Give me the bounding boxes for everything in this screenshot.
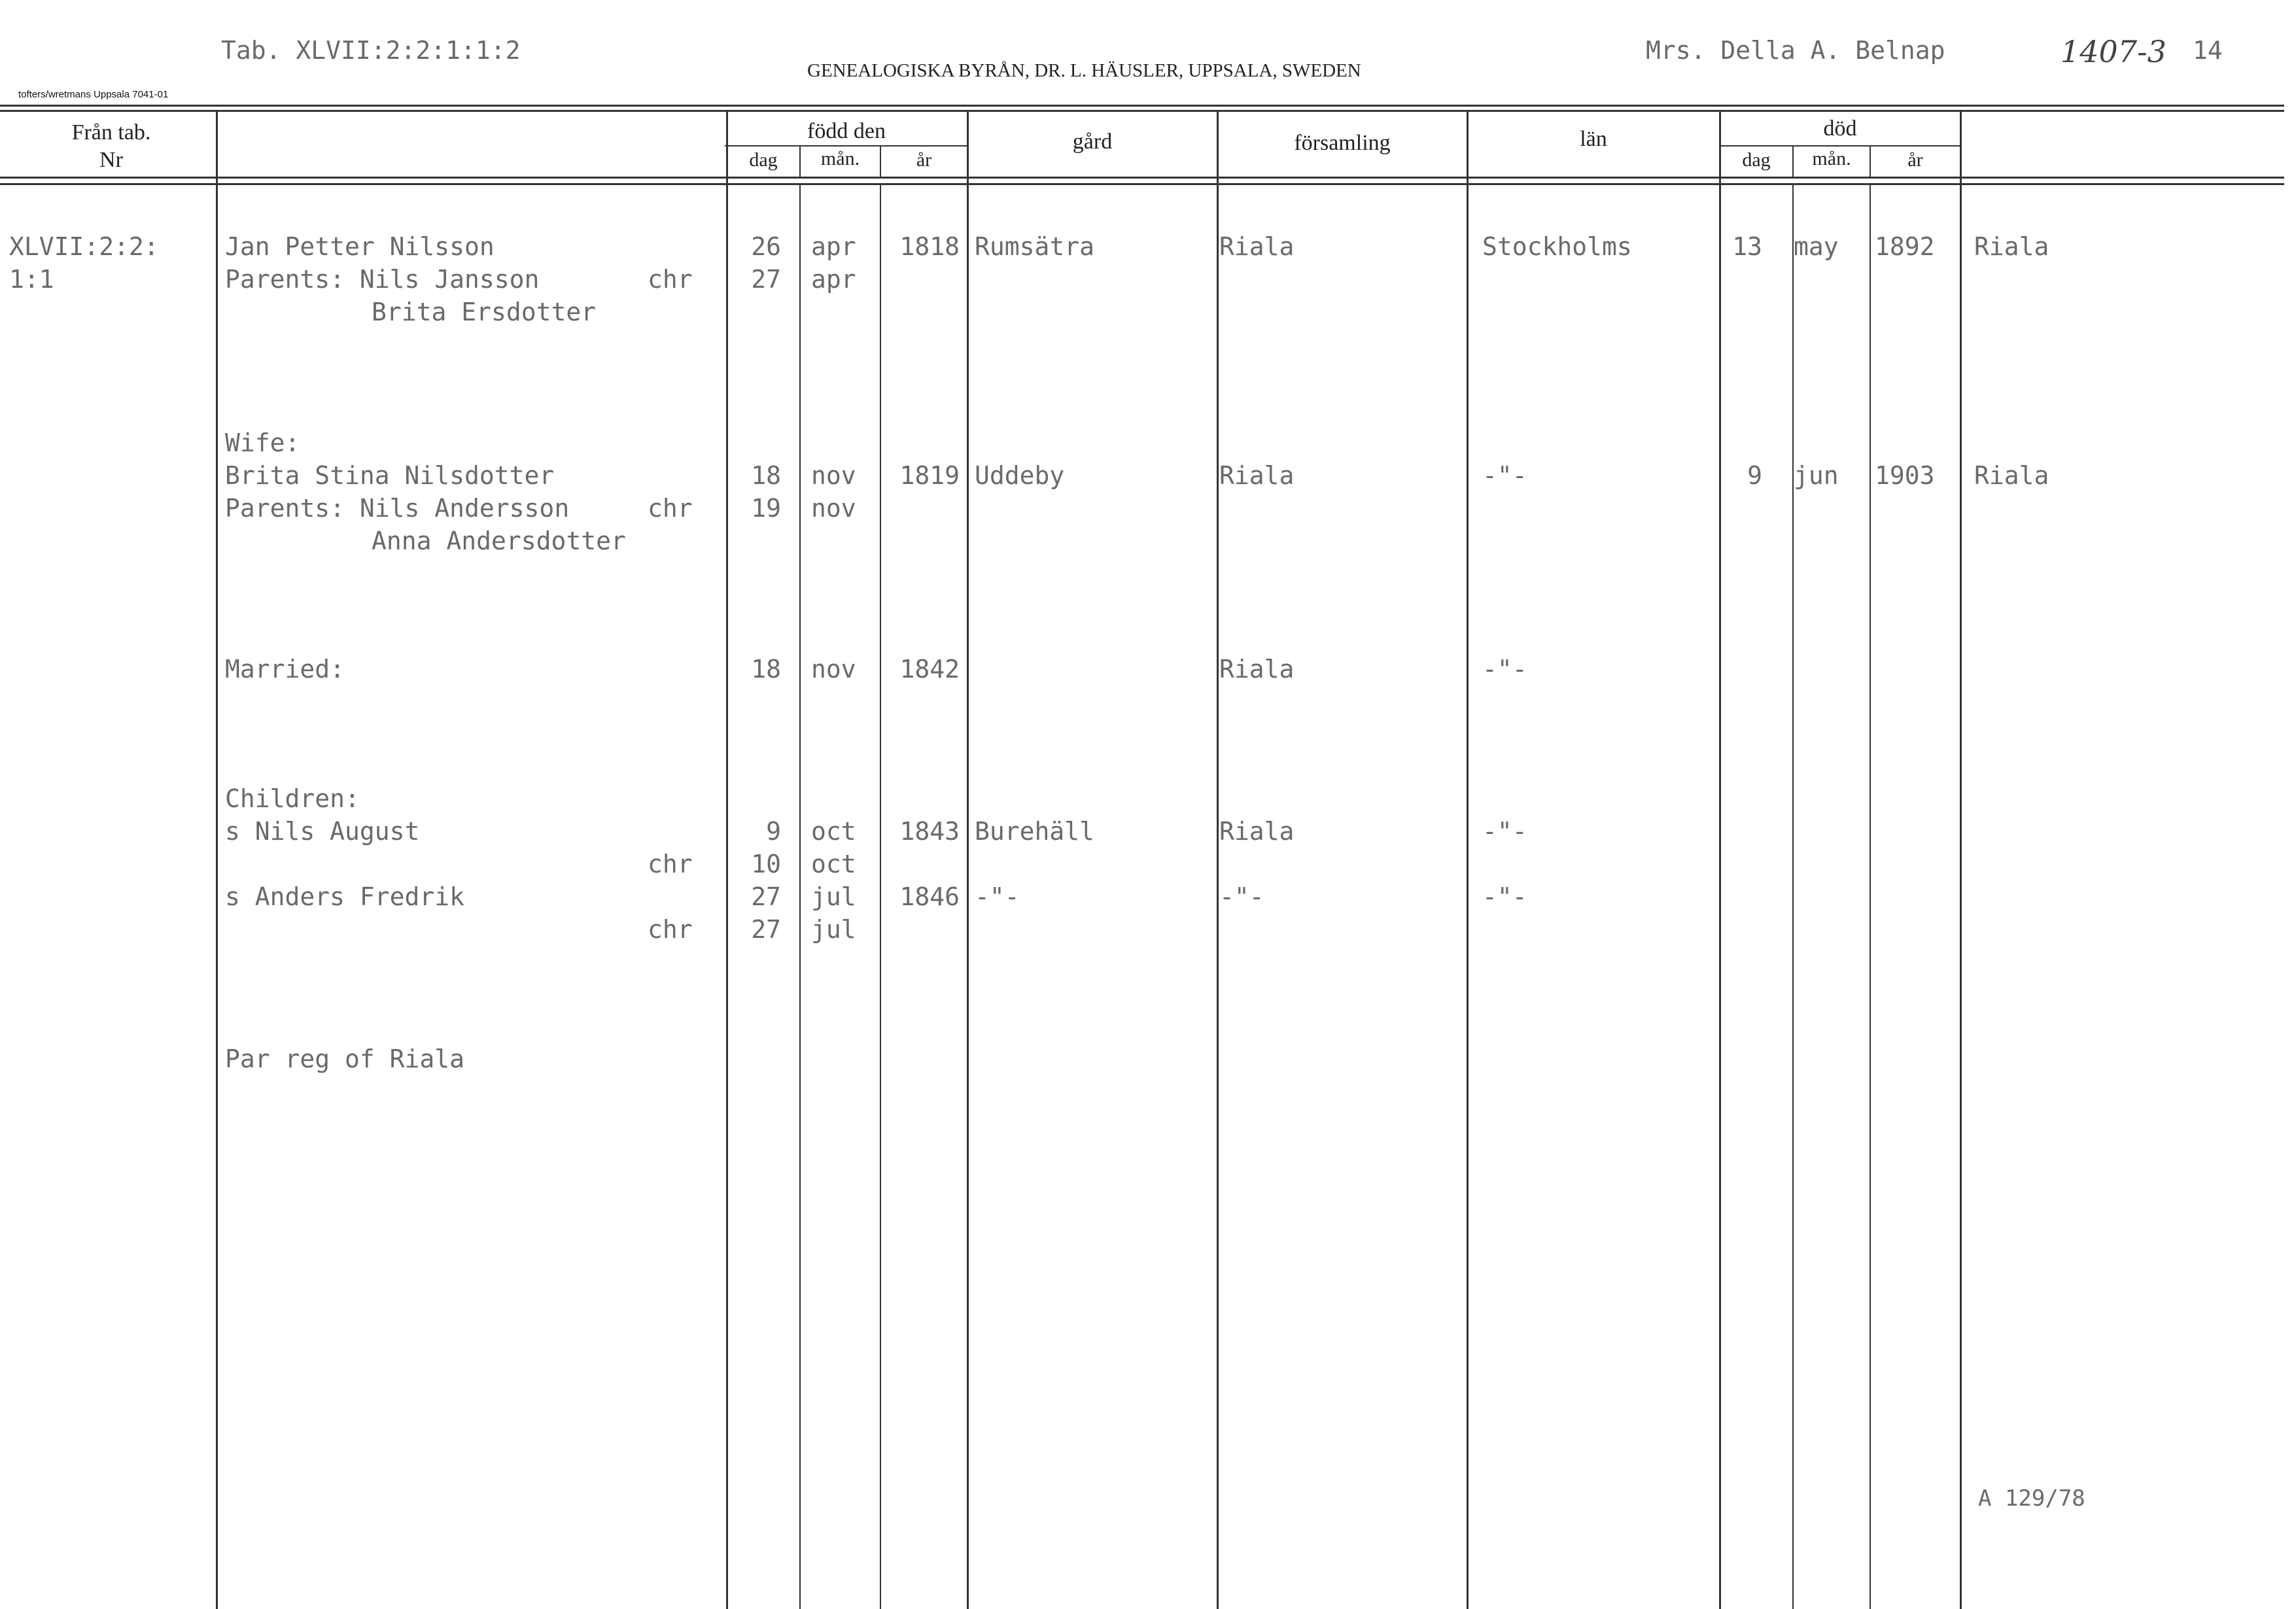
head-county: Stockholms (1482, 232, 1632, 261)
child1-chr-day: 10 (751, 850, 781, 878)
col-head-gard: gård (1072, 130, 1113, 154)
head-birth-year: 1818 (899, 232, 960, 261)
child2-birth-year: 1846 (899, 882, 960, 911)
wife-label: Wife: (225, 428, 300, 457)
wife-birth-year: 1819 (899, 461, 960, 490)
col-line-6 (1217, 111, 1219, 1609)
head-chr-label: chr (648, 265, 693, 294)
head-chr-day: 27 (751, 265, 781, 294)
wife-chr-label: chr (648, 494, 693, 523)
child1-farm: Burehäll (975, 817, 1095, 846)
top-rule-2 (0, 110, 2284, 112)
col-head-fodd-den: född den (807, 119, 886, 143)
bureau-title: GENEALOGISKA BYRÅN, DR. L. HÄUSLER, UPPSALA, SWEDEN (807, 60, 1361, 81)
married-parish: Riala (1219, 655, 1295, 683)
wife-death-parish: Riala (1974, 461, 2049, 490)
from-tab-line-1: XLVII:2:2: (9, 232, 159, 261)
married-year: 1842 (899, 655, 960, 683)
head-chr-month: apr (811, 265, 856, 294)
col-head-dod-dag: dag (1742, 149, 1771, 171)
col-head-nr: Nr (99, 148, 123, 172)
wife-parents: Parents: Nils Andersson (225, 494, 570, 523)
col-head-dod-ar: år (1907, 149, 1923, 171)
child2-birth-day: 27 (751, 882, 781, 911)
head-farm: Rumsätra (975, 232, 1095, 261)
child1-birth-year: 1843 (899, 817, 960, 846)
wife-birth-day: 18 (751, 461, 781, 490)
top-rule (0, 105, 2284, 107)
dod-subrule (1719, 145, 1961, 147)
head-death-parish: Riala (1974, 232, 2049, 261)
wife-chr-day: 19 (751, 494, 781, 523)
married-day: 18 (751, 655, 781, 683)
head-mother: Brita Ersdotter (372, 298, 597, 326)
archive-reference: A 129/78 (1978, 1485, 2085, 1512)
fodd-subrule (725, 145, 967, 147)
col-line-7 (1467, 111, 1469, 1609)
wife-mother: Anna Andersdotter (372, 527, 626, 555)
col-head-fran-tab: Från tab. (71, 120, 151, 145)
wife-death-year: 1903 (1875, 461, 1935, 490)
child1-birth-month: oct (811, 817, 856, 846)
head-parish: Riala (1219, 232, 1295, 261)
wife-chr-month: nov (811, 494, 856, 523)
head-death-year: 1892 (1875, 232, 1935, 261)
child1-county: -"- (1482, 817, 1527, 846)
child2-chr-day: 27 (751, 915, 781, 944)
col-line-8 (1719, 111, 1721, 1609)
col-head-lan: län (1580, 127, 1607, 151)
married-month: nov (811, 655, 856, 683)
col-line-10b (1870, 184, 1871, 1609)
child2-farm: -"- (975, 882, 1020, 911)
tab-reference: Tab. XLVII:2:2:1:1:2 (221, 36, 521, 65)
col-head-dod-man: mån. (1812, 148, 1851, 169)
col-line-5 (967, 111, 969, 1609)
from-tab-line-2: 1:1 (9, 265, 54, 294)
col-head-ar: år (916, 149, 932, 171)
client-name: Mrs. Della A. Belnap (1646, 36, 1945, 65)
child1-chr-label: chr (648, 850, 693, 878)
col-line-1 (216, 111, 218, 1609)
head-birth-day: 26 (751, 232, 781, 261)
child1-name: s Nils August (225, 817, 420, 846)
head-parents: Parents: Nils Jansson (225, 265, 540, 294)
col-line-11 (1960, 111, 1962, 1609)
header-bottom-rule (0, 177, 2284, 179)
wife-county: -"- (1482, 461, 1527, 490)
head-name: Jan Petter Nilsson (225, 232, 495, 261)
child2-county: -"- (1482, 882, 1527, 911)
child2-chr-label: chr (648, 915, 693, 944)
col-line-9b (1792, 184, 1794, 1609)
wife-death-day: 9 (1747, 461, 1762, 490)
married-label: Married: (225, 655, 345, 683)
wife-name: Brita Stina Nilsdotter (225, 461, 555, 490)
child2-parish: -"- (1219, 882, 1264, 911)
source-note: Par reg of Riala (225, 1045, 465, 1073)
married-county: -"- (1482, 655, 1527, 683)
child2-birth-month: jul (811, 882, 856, 911)
wife-parish: Riala (1219, 461, 1295, 490)
child2-name: s Anders Fredrik (225, 882, 465, 911)
col-head-forsamling: församling (1294, 131, 1391, 155)
header-bottom-rule-2 (0, 183, 2284, 185)
col-head-dod: död (1823, 116, 1857, 141)
child1-parish: Riala (1219, 817, 1295, 846)
handwritten-reference: 1407-3 (2061, 34, 2166, 69)
children-label: Children: (225, 784, 360, 813)
head-death-month: may (1794, 232, 1839, 261)
child1-chr-month: oct (811, 850, 856, 878)
col-head-dag: dag (749, 149, 778, 171)
child2-chr-month: jul (811, 915, 856, 944)
col-line-3b (799, 184, 801, 1609)
wife-farm: Uddeby (975, 461, 1065, 490)
child1-birth-day: 9 (766, 817, 781, 846)
head-death-day: 13 (1732, 232, 1762, 261)
head-birth-month: apr (811, 232, 856, 261)
printer-imprint: tofters/wretmans Uppsala 7041-01 (18, 89, 169, 100)
col-head-man: mån. (820, 148, 860, 169)
sheet-number: 14 (2193, 36, 2223, 65)
wife-birth-month: nov (811, 461, 856, 490)
wife-death-month: jun (1794, 461, 1839, 490)
